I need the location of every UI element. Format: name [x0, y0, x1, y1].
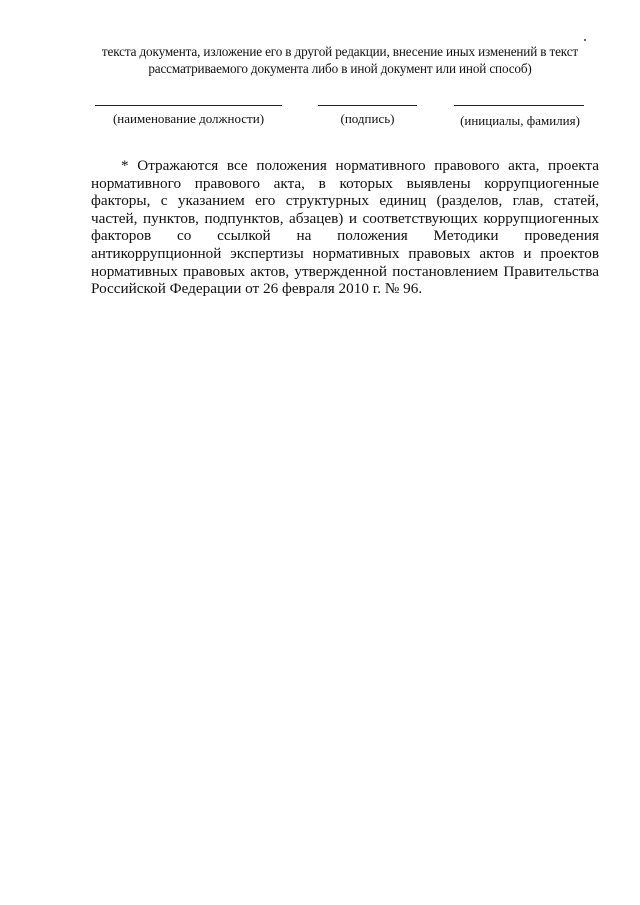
- header-line-1: текста документа, изложение его в другой редакции, внесение иных изменений в текст: [101, 44, 579, 59]
- footnote-line-8: Российской Федерации от 26 февраля 2010 г. № 96.: [91, 280, 423, 298]
- scan-speck: [584, 39, 586, 41]
- footnote-line-7: нормативных правовых актов, утвержденной постановлением Правительства: [91, 262, 599, 280]
- position-label: (наименование должности): [112, 111, 265, 126]
- initials-label: (инициалы, фамилия): [460, 113, 580, 128]
- footnote-line-1: * Отражаются все положения нормативного правового акта, проекта: [121, 157, 599, 174]
- footnote-line-5: факторов со ссылкой на положения Методики проведения: [91, 227, 599, 245]
- footnote-line-2: нормативного правового акта, в которых выявлены коррупциогенные: [91, 174, 599, 192]
- footnote-line-6: антикоррупционной экспертизы нормативных правовых актов и проектов: [91, 244, 599, 262]
- footnote-line-3: факторы, с указанием его структурных единиц (разделов, глав, статей,: [91, 192, 599, 210]
- position-underline: [95, 105, 282, 106]
- initials-underline: [454, 105, 584, 106]
- header-continuation: [60, 43, 620, 77]
- signature-label: (подпись): [340, 111, 395, 126]
- signature-underline: [318, 105, 417, 106]
- header-line-2: рассматриваемого документа либо в иной документ или иной способ): [148, 61, 532, 76]
- footnote-line-4: частей, пунктов, подпунктов, абзацев) и соответствующих коррупциогенных: [91, 209, 599, 227]
- footnote: [91, 157, 599, 298]
